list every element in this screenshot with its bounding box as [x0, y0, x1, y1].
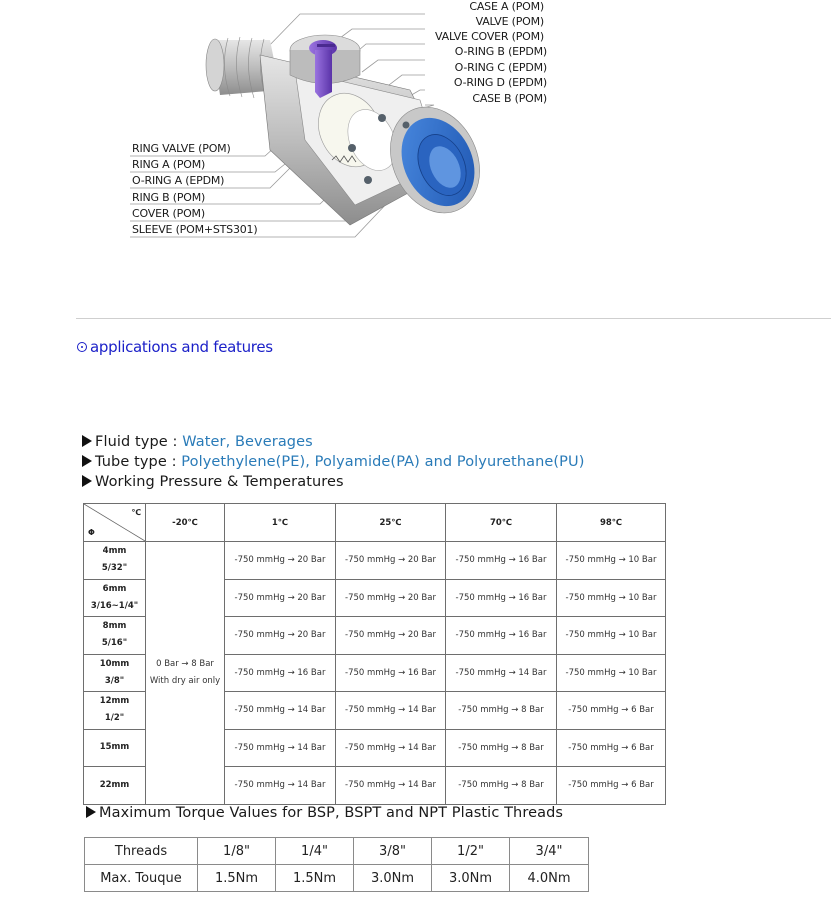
- tube-size-metric: 8mm: [102, 621, 127, 632]
- thread-size: 3/4": [510, 838, 589, 865]
- pressure-value-cell: -750 mmHg → 20 Bar: [336, 579, 446, 617]
- torque-title-text: Maximum Torque Values for BSP, BSPT and NPT Plastic Threads: [99, 805, 564, 821]
- tube-size-cell: [84, 767, 146, 805]
- pressure-value-cell: -750 mmHg → 10 Bar: [557, 654, 666, 692]
- tube-size-metric: 12mm: [99, 696, 130, 707]
- tube-size-cell: [84, 729, 146, 767]
- tube-size-metric: 6mm: [102, 583, 127, 594]
- part-label-o-ring-a: O-RING A (EPDM): [132, 174, 225, 187]
- column-header: 1℃: [225, 504, 336, 542]
- pressure-value-cell: -750 mmHg → 16 Bar: [225, 654, 336, 692]
- pressure-temperature-table: [83, 503, 666, 805]
- tube-size-cell: [84, 654, 146, 692]
- corner-celsius: ℃: [131, 508, 141, 517]
- part-label-sleeve: SLEEVE (POM+STS301): [132, 223, 258, 236]
- part-label-case-b: CASE B (POM): [472, 92, 547, 105]
- pressure-value-cell: -750 mmHg → 20 Bar: [336, 542, 446, 580]
- pressure-title-text: Working Pressure & Temperatures: [95, 474, 344, 490]
- tube-size-metric: 15mm: [99, 742, 130, 753]
- torque-table: [84, 837, 589, 892]
- pressure-value-cell: -750 mmHg → 6 Bar: [557, 729, 666, 767]
- tube-size-metric: 4mm: [102, 546, 127, 557]
- part-label-valve-cover: VALVE COVER (POM): [435, 30, 544, 43]
- tube-size-inch: 1/2": [104, 713, 125, 724]
- pressure-value-cell: -750 mmHg → 14 Bar: [225, 692, 336, 730]
- corner-cell: [84, 504, 146, 542]
- fluid-type-label: Fluid type :: [95, 434, 183, 450]
- fluid-type-value: Water, Beverages: [182, 434, 313, 450]
- spec-tube-type: [82, 454, 585, 470]
- table-row: [84, 542, 666, 580]
- column-header: 98℃: [557, 504, 666, 542]
- tube-size-cell: [84, 542, 146, 580]
- pressure-value-cell: -750 mmHg → 14 Bar: [225, 767, 336, 805]
- tube-size-cell: [84, 579, 146, 617]
- pressure-value-cell: -750 mmHg → 14 Bar: [446, 654, 557, 692]
- torque-value-row: [85, 865, 589, 892]
- minus20-pressure: 0 Bar → 8 Bar: [156, 658, 214, 669]
- pressure-value-cell: -750 mmHg → 6 Bar: [557, 767, 666, 805]
- pressure-value-cell: -750 mmHg → 8 Bar: [446, 767, 557, 805]
- pressure-value-cell: -750 mmHg → 14 Bar: [336, 767, 446, 805]
- tube-size-cell: [84, 692, 146, 730]
- pressure-value-cell: -750 mmHg → 14 Bar: [336, 729, 446, 767]
- pressure-value-cell: -750 mmHg → 8 Bar: [446, 729, 557, 767]
- torque-value: 3.0Nm: [432, 865, 510, 892]
- pressure-value-cell: -750 mmHg → 16 Bar: [336, 654, 446, 692]
- tube-type-label: Tube type :: [95, 454, 182, 470]
- part-label-ring-b: RING B (POM): [132, 191, 206, 204]
- pressure-value-cell: -750 mmHg → 10 Bar: [557, 542, 666, 580]
- pressure-value-cell: -750 mmHg → 6 Bar: [557, 692, 666, 730]
- tube-size-inch: 5/16": [101, 638, 128, 649]
- thread-size: 3/8": [354, 838, 432, 865]
- spec-pressure-title: [82, 474, 344, 490]
- part-label-cover: COVER (POM): [132, 207, 205, 220]
- pressure-value-cell: -750 mmHg → 14 Bar: [225, 729, 336, 767]
- part-label-o-ring-b: O-RING B (EPDM): [454, 45, 547, 58]
- pressure-value-cell: -750 mmHg → 20 Bar: [225, 579, 336, 617]
- pressure-value-cell: -750 mmHg → 10 Bar: [557, 617, 666, 655]
- part-label-case-a: CASE A (POM): [469, 0, 544, 13]
- table-header-row: [84, 504, 666, 542]
- torque-value: 3.0Nm: [354, 865, 432, 892]
- torque-heading: [86, 805, 563, 821]
- tube-size-inch: 3/16~1/4": [90, 600, 139, 611]
- torque-value: 1.5Nm: [276, 865, 354, 892]
- max-torque-label: Max. Touque: [85, 865, 198, 892]
- part-label-ring-valve: RING VALVE (POM): [132, 142, 231, 155]
- triangle-bullet-icon: [82, 435, 92, 447]
- part-label-o-ring-d: O-RING D (EPDM): [453, 76, 547, 89]
- minus20-merged-cell: [146, 542, 225, 805]
- tube-size-cell: [84, 617, 146, 655]
- pressure-value-cell: -750 mmHg → 16 Bar: [446, 617, 557, 655]
- pressure-value-cell: -750 mmHg → 14 Bar: [336, 692, 446, 730]
- part-label-ring-a: RING A (POM): [132, 158, 206, 171]
- column-header: -20℃: [146, 504, 225, 542]
- triangle-bullet-icon: [82, 455, 92, 467]
- pressure-value-cell: -750 mmHg → 16 Bar: [446, 579, 557, 617]
- torque-value: 4.0Nm: [510, 865, 589, 892]
- section-heading: [77, 338, 273, 356]
- tube-size-metric: 10mm: [99, 658, 130, 669]
- thread-size: 1/8": [198, 838, 276, 865]
- torque-value: 1.5Nm: [198, 865, 276, 892]
- corner-diameter: Φ: [88, 528, 95, 537]
- triangle-bullet-icon: [86, 806, 96, 818]
- tube-size-inch: 5/32": [101, 563, 128, 574]
- pressure-value-cell: -750 mmHg → 20 Bar: [225, 617, 336, 655]
- triangle-bullet-icon: [82, 475, 92, 487]
- part-label-o-ring-c: O-RING C (EPDM): [454, 61, 547, 74]
- torque-thread-row: [85, 838, 589, 865]
- spec-fluid-type: [82, 434, 313, 450]
- threads-label: Threads: [85, 838, 198, 865]
- thread-size: 1/2": [432, 838, 510, 865]
- pressure-value-cell: -750 mmHg → 20 Bar: [336, 617, 446, 655]
- section-divider: [76, 318, 831, 319]
- tube-type-value: Polyethylene(PE), Polyamide(PA) and Polyurethane(PU): [181, 454, 585, 470]
- circle-dot-icon: [77, 342, 87, 352]
- tube-size-inch: 3/8": [104, 675, 125, 686]
- pressure-value-cell: -750 mmHg → 16 Bar: [446, 542, 557, 580]
- thread-size: 1/4": [276, 838, 354, 865]
- pressure-value-cell: -750 mmHg → 20 Bar: [225, 542, 336, 580]
- pressure-value-cell: -750 mmHg → 8 Bar: [446, 692, 557, 730]
- tube-size-metric: 22mm: [99, 779, 130, 790]
- part-label-valve: VALVE (POM): [475, 15, 544, 28]
- section-heading-text: applications and features: [90, 338, 273, 356]
- minus20-note: With dry air only: [149, 675, 221, 686]
- pressure-value-cell: -750 mmHg → 10 Bar: [557, 579, 666, 617]
- column-header: 25℃: [336, 504, 446, 542]
- column-header: 70℃: [446, 504, 557, 542]
